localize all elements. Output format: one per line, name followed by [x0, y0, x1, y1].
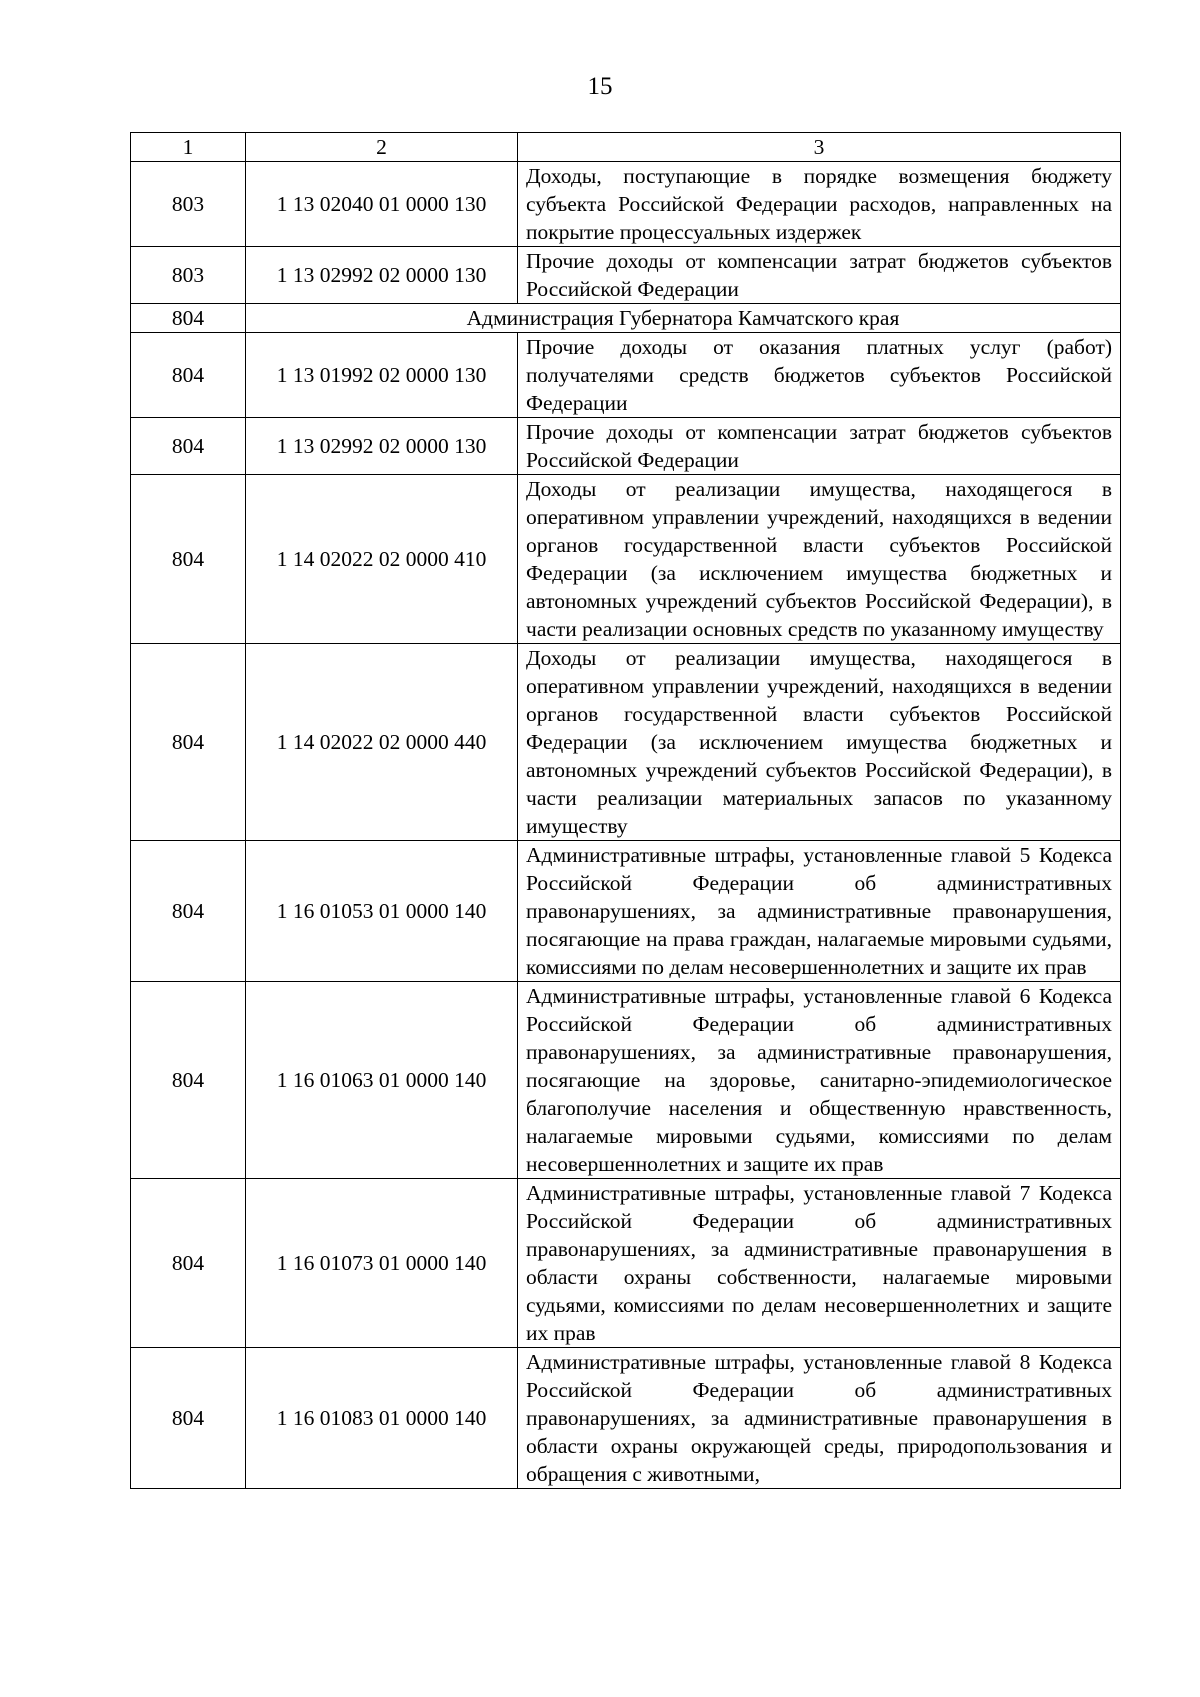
table-row — [131, 644, 1121, 841]
column-header-2: 2 — [246, 133, 518, 162]
admin-code-cell: 804 — [131, 1348, 246, 1489]
agency-title: Администрация Губернатора Камчатского края — [246, 304, 1121, 333]
income-code-cell: 1 16 01063 01 0000 140 — [246, 982, 518, 1179]
admin-code-cell: 804 — [131, 333, 246, 418]
description-cell: Административные штрафы, установленные главой 8 Кодекса Российской Федерации об административных правонарушениях, за административные правонарушения в области охраны окружающей среды, природопользования и обращения с животными, — [518, 1348, 1121, 1489]
income-codes-table — [130, 132, 1121, 1489]
table-row — [131, 162, 1121, 247]
table-row — [131, 982, 1121, 1179]
income-code-cell: 1 16 01083 01 0000 140 — [246, 1348, 518, 1489]
agency-row — [131, 304, 1121, 333]
admin-code-cell: 804 — [131, 841, 246, 982]
admin-code-cell: 804 — [131, 1179, 246, 1348]
table-row — [131, 1179, 1121, 1348]
table-row — [131, 247, 1121, 304]
column-header-3: 3 — [518, 133, 1121, 162]
income-code-cell: 1 14 02022 02 0000 410 — [246, 475, 518, 644]
table-row — [131, 333, 1121, 418]
description-cell: Прочие доходы от оказания платных услуг (работ) получателями средств бюджетов субъектов Российской Федерации — [518, 333, 1121, 418]
admin-code-cell: 804 — [131, 982, 246, 1179]
table-row — [131, 475, 1121, 644]
admin-code-cell: 804 — [131, 304, 246, 333]
table-row — [131, 841, 1121, 982]
income-code-cell: 1 14 02022 02 0000 440 — [246, 644, 518, 841]
income-code-cell: 1 13 01992 02 0000 130 — [246, 333, 518, 418]
description-cell: Прочие доходы от компенсации затрат бюджетов субъектов Российской Федерации — [518, 418, 1121, 475]
admin-code-cell: 804 — [131, 418, 246, 475]
page-number: 15 — [587, 73, 613, 100]
income-code-cell: 1 13 02992 02 0000 130 — [246, 247, 518, 304]
admin-code-cell: 803 — [131, 162, 246, 247]
description-cell: Административные штрафы, установленные главой 5 Кодекса Российской Федерации об административных правонарушениях, за административные правонарушения, посягающие на права граждан, налагаемые мировыми судьями, комиссиями по делам несовершеннолетних и защите их прав — [518, 841, 1121, 982]
description-cell: Доходы от реализации имущества, находящегося в оперативном управлении учреждений, находящихся в ведении органов государственной власти субъектов Российской Федерации (за исключением имущества бюджетных и автономных учреждений субъектов Российской Федерации), в части реализации материальных запасов по указанному имуществу — [518, 644, 1121, 841]
description-cell: Административные штрафы, установленные главой 7 Кодекса Российской Федерации об административных правонарушениях, за административные правонарушения в области охраны собственности, налагаемые мировыми судьями, комиссиями по делам несовершеннолетних и защите их прав — [518, 1179, 1121, 1348]
description-cell: Административные штрафы, установленные главой 6 Кодекса Российской Федерации об административных правонарушениях, за административные правонарушения, посягающие на здоровье, санитарно-эпидемиологическое благополучие населения и общественную нравственность, налагаемые мировыми судьями, комиссиями по делам несовершеннолетних и защите их прав — [518, 982, 1121, 1179]
description-cell: Прочие доходы от компенсации затрат бюджетов субъектов Российской Федерации — [518, 247, 1121, 304]
column-header-1: 1 — [131, 133, 246, 162]
description-cell: Доходы, поступающие в порядке возмещения бюджету субъекта Российской Федерации расходов, направленных на покрытие процессуальных издержек — [518, 162, 1121, 247]
admin-code-cell: 803 — [131, 247, 246, 304]
admin-code-cell: 804 — [131, 644, 246, 841]
description-cell: Доходы от реализации имущества, находящегося в оперативном управлении учреждений, находящихся в ведении органов государственной власти субъектов Российской Федерации (за исключением имущества бюджетных и автономных учреждений субъектов Российской Федерации), в части реализации основных средств по указанному имуществу — [518, 475, 1121, 644]
income-code-cell: 1 13 02040 01 0000 130 — [246, 162, 518, 247]
table-header-row — [131, 133, 1121, 162]
income-code-cell: 1 16 01073 01 0000 140 — [246, 1179, 518, 1348]
table-row — [131, 418, 1121, 475]
income-code-cell: 1 16 01053 01 0000 140 — [246, 841, 518, 982]
table-row — [131, 1348, 1121, 1489]
income-code-cell: 1 13 02992 02 0000 130 — [246, 418, 518, 475]
admin-code-cell: 804 — [131, 475, 246, 644]
